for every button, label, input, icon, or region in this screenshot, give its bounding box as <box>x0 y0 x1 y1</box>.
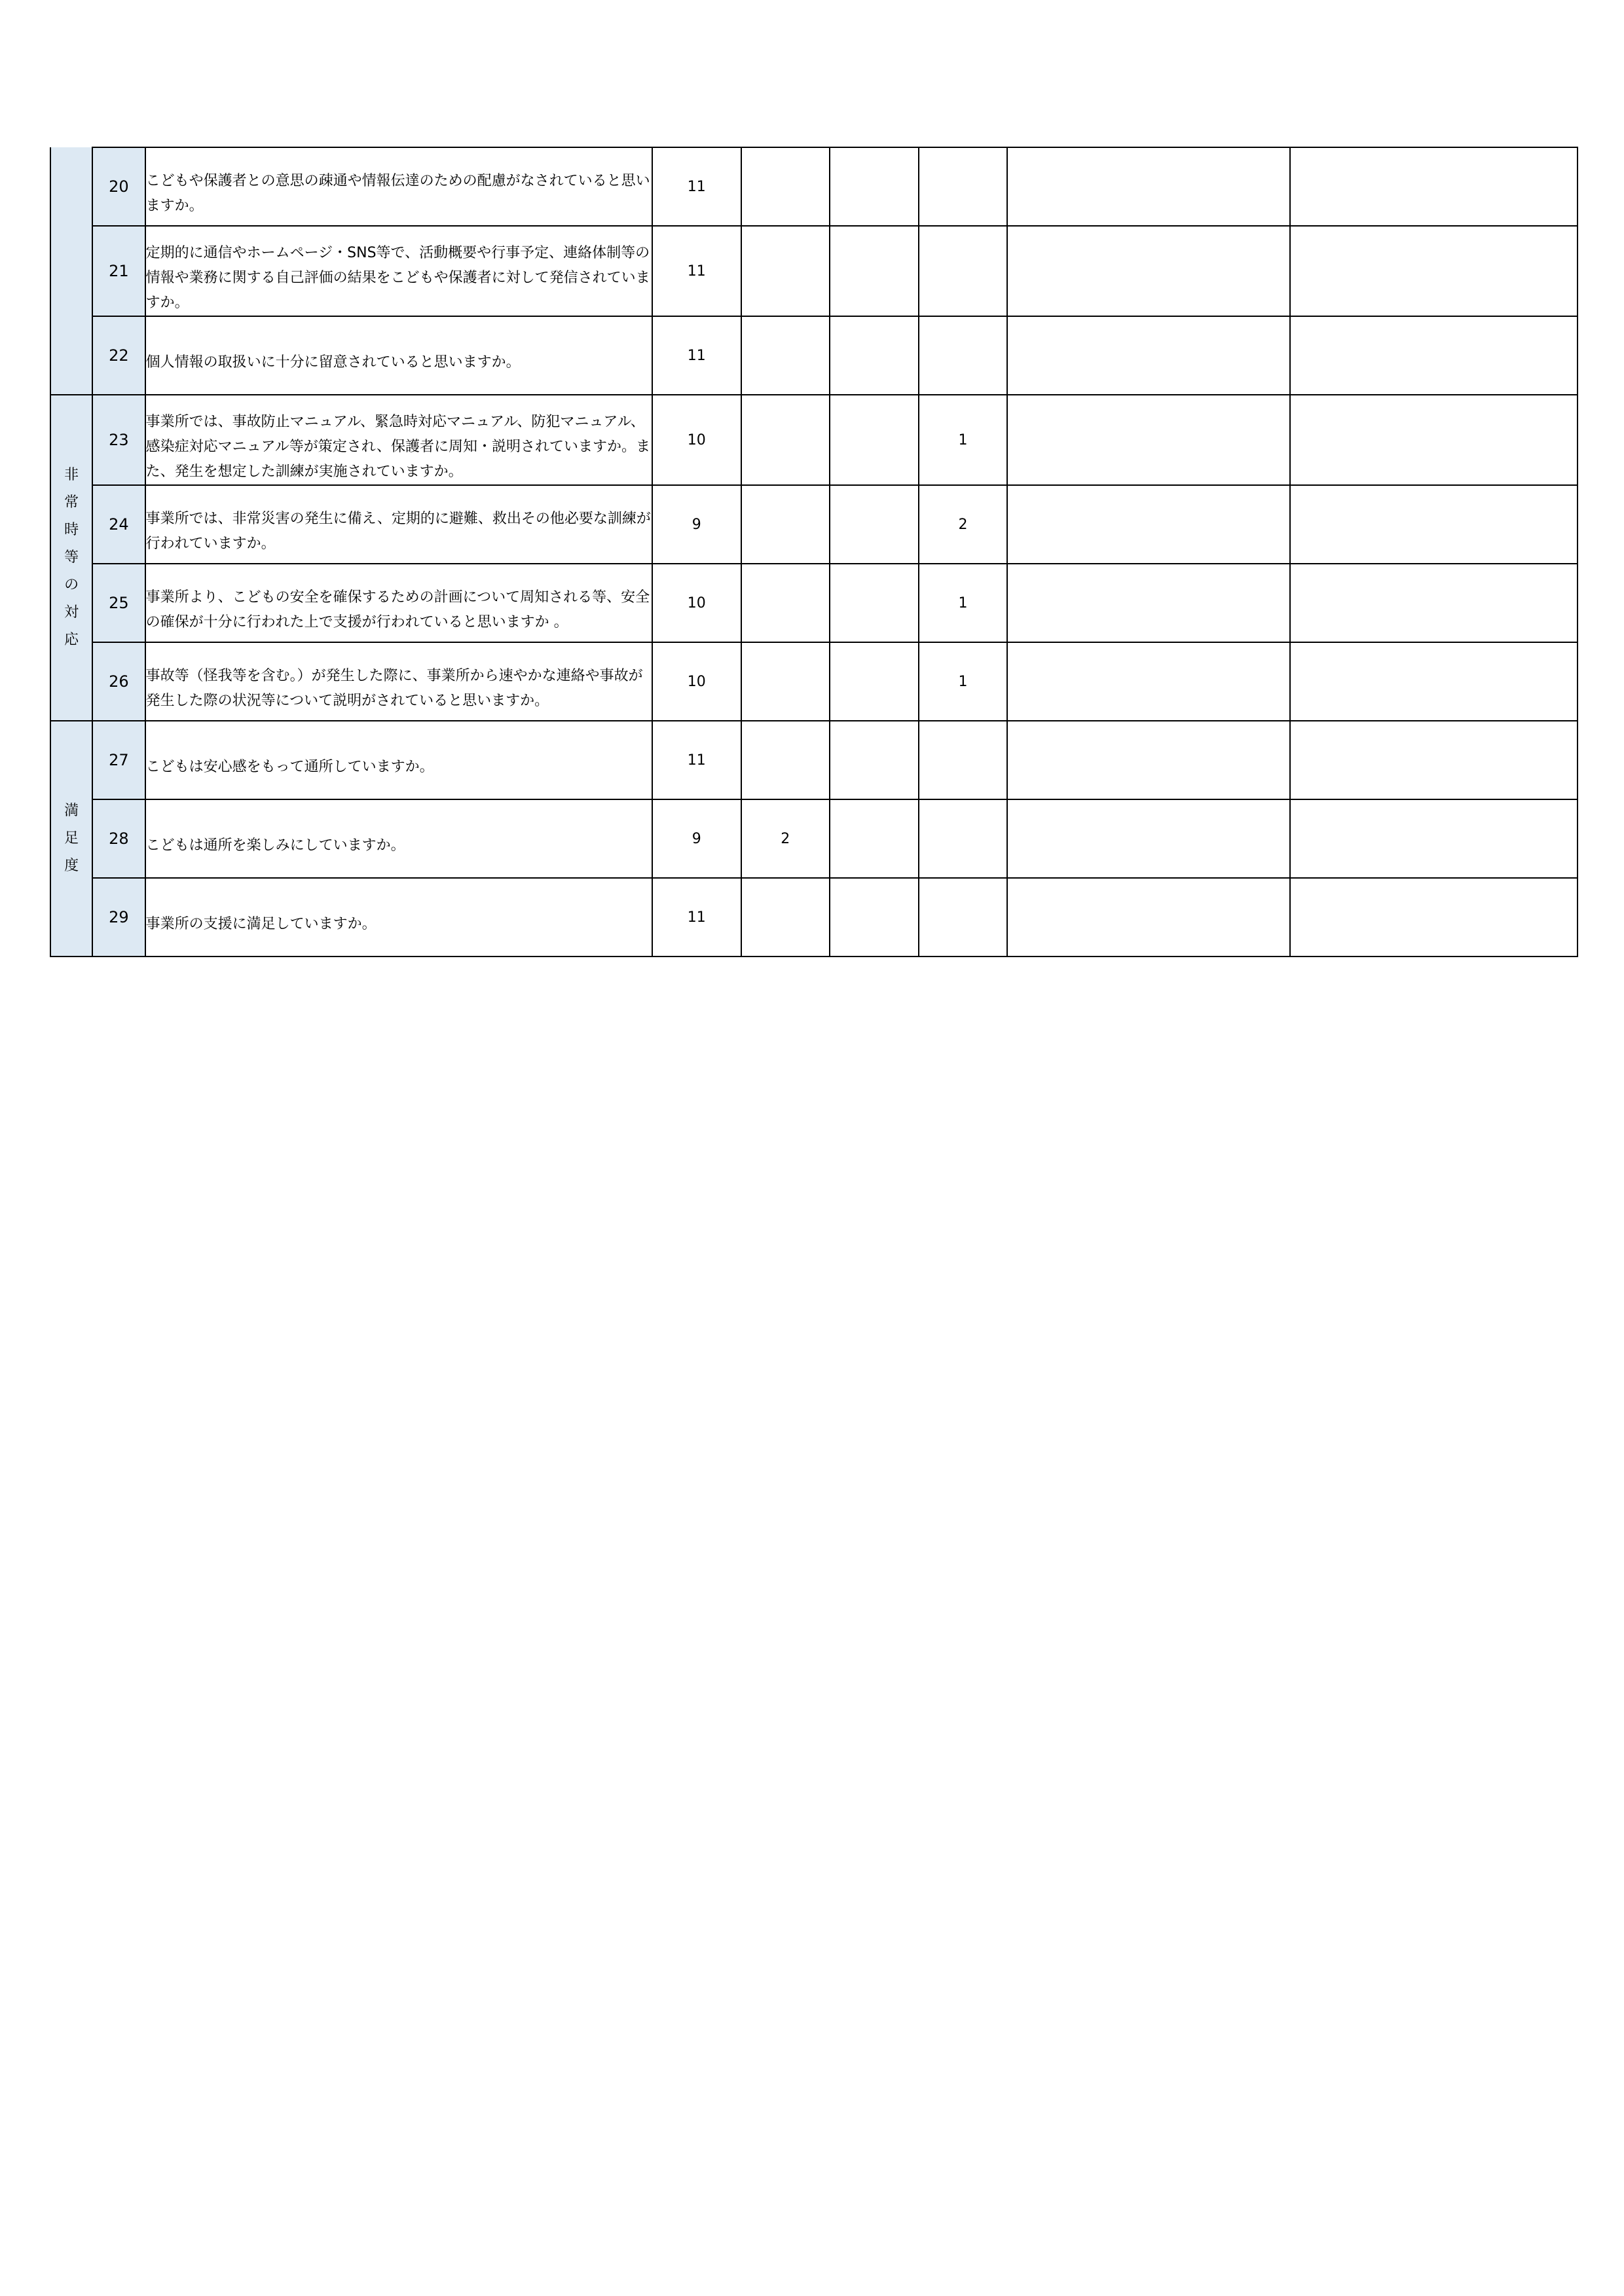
table-row <box>50 485 1578 564</box>
answer-count-cell: 2 <box>741 799 830 878</box>
question-cell <box>145 395 652 485</box>
table-row <box>50 799 1578 878</box>
response-cell <box>1290 147 1578 226</box>
question-text: 個人情報の取扱いに十分に留意されていると思いますか。 <box>145 354 521 371</box>
answer-count-cell: 1 <box>919 395 1008 485</box>
answer-count-cell: 11 <box>652 147 741 226</box>
comment-cell <box>1007 878 1290 957</box>
response-cell <box>1290 799 1578 878</box>
answer-count-cell <box>830 226 919 316</box>
answer-count-cell: 10 <box>652 564 741 642</box>
response-cell <box>1290 395 1578 485</box>
answer-count-cell: 11 <box>652 878 741 957</box>
answer-count-cell <box>919 721 1008 799</box>
table-row <box>50 395 1578 485</box>
answer-count-cell <box>830 395 919 485</box>
answer-count-cell: 10 <box>652 395 741 485</box>
question-text: 事業所より、こどもの安全を確保するための計画について周知される等、安全の確保が十分に行われた上で支援が行われていると思いますか 。 <box>145 589 650 630</box>
answer-count-cell: 11 <box>652 226 741 316</box>
response-cell <box>1290 316 1578 395</box>
answer-count-cell: 1 <box>919 642 1008 721</box>
comment-cell <box>1007 226 1290 316</box>
response-cell <box>1290 226 1578 316</box>
answer-count-cell <box>919 316 1008 395</box>
comment-cell <box>1007 316 1290 395</box>
answer-count-cell <box>741 316 830 395</box>
answer-count-cell <box>741 721 830 799</box>
answer-count-cell <box>919 878 1008 957</box>
question-number: 29 <box>92 878 145 957</box>
comment-cell <box>1007 642 1290 721</box>
comment-cell <box>1007 799 1290 878</box>
answer-count-cell <box>830 799 919 878</box>
category-char: 応 <box>64 632 79 648</box>
table-row <box>50 564 1578 642</box>
survey-table <box>50 147 1578 957</box>
table-row <box>50 721 1578 799</box>
question-cell <box>145 721 652 799</box>
question-text: こどもは安心感をもって通所していますか。 <box>145 759 434 775</box>
comment-cell <box>1007 147 1290 226</box>
response-cell <box>1290 485 1578 564</box>
answer-count-cell <box>830 147 919 226</box>
category-cell <box>50 721 92 957</box>
question-text: 事業所では、事故防止マニュアル、緊急時対応マニュアル、防犯マニュアル、感染症対応マニュアル等が策定され、保護者に周知・説明されていますか。また、発生を想定した訓練が実施されていますか。 <box>145 414 651 480</box>
question-number: 20 <box>92 147 145 226</box>
category-char: 非 <box>64 467 79 483</box>
question-number: 28 <box>92 799 145 878</box>
category-char: 時 <box>64 522 79 538</box>
answer-count-cell: 11 <box>652 316 741 395</box>
answer-count-cell <box>919 799 1008 878</box>
question-text: こどもは通所を楽しみにしていますか。 <box>145 837 405 854</box>
category-char: 満 <box>64 803 79 819</box>
answer-count-cell: 11 <box>652 721 741 799</box>
answer-count-cell: 9 <box>652 485 741 564</box>
question-cell <box>145 878 652 957</box>
answer-count-cell: 9 <box>652 799 741 878</box>
table-row <box>50 642 1578 721</box>
question-cell <box>145 226 652 316</box>
answer-count-cell <box>830 485 919 564</box>
table-row <box>50 147 1578 226</box>
question-number: 25 <box>92 564 145 642</box>
question-number: 26 <box>92 642 145 721</box>
question-number: 24 <box>92 485 145 564</box>
category-cell <box>50 147 92 395</box>
question-number: 22 <box>92 316 145 395</box>
category-char: 度 <box>64 858 79 874</box>
answer-count-cell <box>830 642 919 721</box>
comment-cell <box>1007 485 1290 564</box>
question-cell <box>145 316 652 395</box>
question-cell <box>145 799 652 878</box>
answer-count-cell <box>830 564 919 642</box>
category-char: 足 <box>64 830 79 847</box>
answer-count-cell <box>741 226 830 316</box>
category-char: 等 <box>64 549 79 566</box>
question-text: こどもや保護者との意思の疎通や情報伝達のための配慮がなされていると思いますか。 <box>145 173 650 214</box>
table-row <box>50 878 1578 957</box>
answer-count-cell: 1 <box>919 564 1008 642</box>
answer-count-cell <box>741 642 830 721</box>
response-cell <box>1290 878 1578 957</box>
question-number: 27 <box>92 721 145 799</box>
question-number: 21 <box>92 226 145 316</box>
table-row <box>50 316 1578 395</box>
comment-cell <box>1007 395 1290 485</box>
answer-count-cell <box>741 878 830 957</box>
category-char: 対 <box>64 604 79 621</box>
question-text: 事業所の支援に満足していますか。 <box>145 916 377 932</box>
category-cell <box>50 395 92 721</box>
response-cell <box>1290 564 1578 642</box>
question-text: 定期的に通信やホームページ・SNS等で、活動概要や行事予定、連絡体制等の情報や業務に関する自己評価の結果をこどもや保護者に対して発信されていますか。 <box>145 245 650 311</box>
answer-count-cell <box>830 878 919 957</box>
answer-count-cell <box>741 395 830 485</box>
answer-count-cell <box>830 721 919 799</box>
answer-count-cell <box>919 226 1008 316</box>
answer-count-cell: 10 <box>652 642 741 721</box>
answer-count-cell <box>741 564 830 642</box>
question-text: 事業所では、非常災害の発生に備え、定期的に避難、救出その他必要な訓練が行われていますか。 <box>145 511 651 552</box>
table-row <box>50 226 1578 316</box>
survey-table-body <box>50 147 1578 957</box>
response-cell <box>1290 642 1578 721</box>
question-cell <box>145 564 652 642</box>
category-char: の <box>64 577 79 593</box>
answer-count-cell <box>830 316 919 395</box>
question-cell <box>145 485 652 564</box>
response-cell <box>1290 721 1578 799</box>
question-number: 23 <box>92 395 145 485</box>
question-cell <box>145 147 652 226</box>
answer-count-cell <box>919 147 1008 226</box>
answer-count-cell <box>741 147 830 226</box>
question-text: 事故等（怪我等を含む。）が発生した際に、事業所から速やかな連絡や事故が発生した際の状況等について説明がされていると思いますか。 <box>145 668 643 709</box>
answer-count-cell <box>741 485 830 564</box>
category-char: 常 <box>64 494 79 511</box>
question-cell <box>145 642 652 721</box>
comment-cell <box>1007 564 1290 642</box>
answer-count-cell: 2 <box>919 485 1008 564</box>
comment-cell <box>1007 721 1290 799</box>
